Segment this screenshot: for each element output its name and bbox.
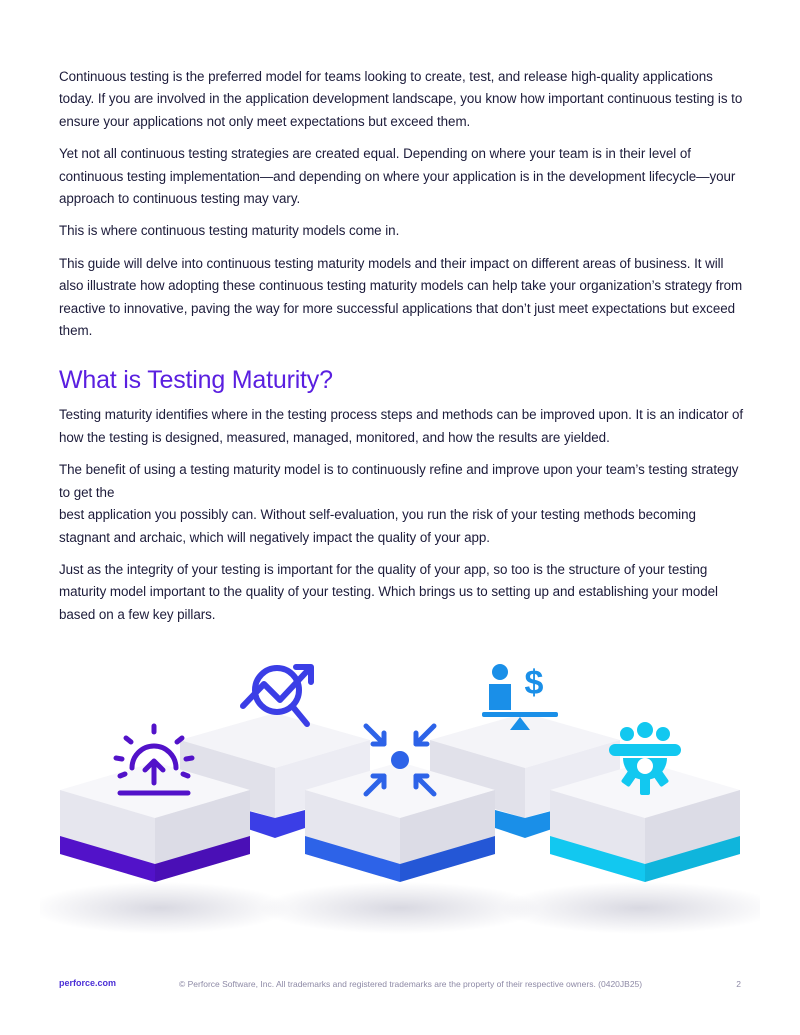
section-paragraph-1: Testing maturity identifies where in the testing process steps and methods can be improved upon. It is an indicator of how the testing is designed, measured, managed, monitored, and how the results are yielded. (59, 407, 744, 445)
page-number: 2 (736, 979, 741, 989)
section-paragraph-2: The benefit of using a testing maturity model is to continuously refine and improve upon your team’s testing strategy to get the (59, 462, 739, 500)
page-footer (59, 978, 741, 992)
intro-paragraph-3: This is where continuous testing maturity models come in. (59, 223, 400, 239)
footer-copyright: © Perforce Software, Inc. All trademarks and registered trademarks are the property of their respective owners. (0420JB25) (179, 979, 643, 989)
section-heading: What is Testing Maturity? (59, 366, 333, 395)
section-paragraph-4: Just as the integrity of your testing is important for the quality of your app, so too is the structure of your testing maturity model important to the quality of your testing. Which brings us to setting up and establishing your model based on a few key pillars. (59, 561, 718, 622)
section-paragraph-3: best application you possibly can. Without self-evaluation, you run the risk of your testing methods becoming stagnant and archaic, which will negatively impact the quality of your app. (59, 507, 696, 545)
intro-paragraph-4: This guide will delve into continuous testing maturity models and their impact on different areas of business. It will also illustrate how adopting these continuous testing maturity models can help take your organization’s strategy from reactive to innovative, paving the way for more successful applications that don’t just meet expectations but exceed them. (59, 255, 743, 339)
intro-paragraph-2: Yet not all continuous testing strategies are created equal. Depending on where your team is in their level of continuous testing implementation—and depending on where your application is in the development lifecycle—your approach to continuous testing may vary. (59, 146, 736, 207)
main-content (59, 66, 749, 636)
svg-text:$: $ (524, 664, 544, 702)
intro-paragraph-1: Continuous testing is the preferred model for teams looking to create, test, and release high-quality applications today. If you are involved in the application development landscape, you know how important continuous testing is to ensure your applications not only meet expectations but exceed them. (59, 69, 743, 129)
footer-site-link[interactable]: perforce.com (59, 978, 117, 988)
pillars-illustration (40, 650, 760, 940)
